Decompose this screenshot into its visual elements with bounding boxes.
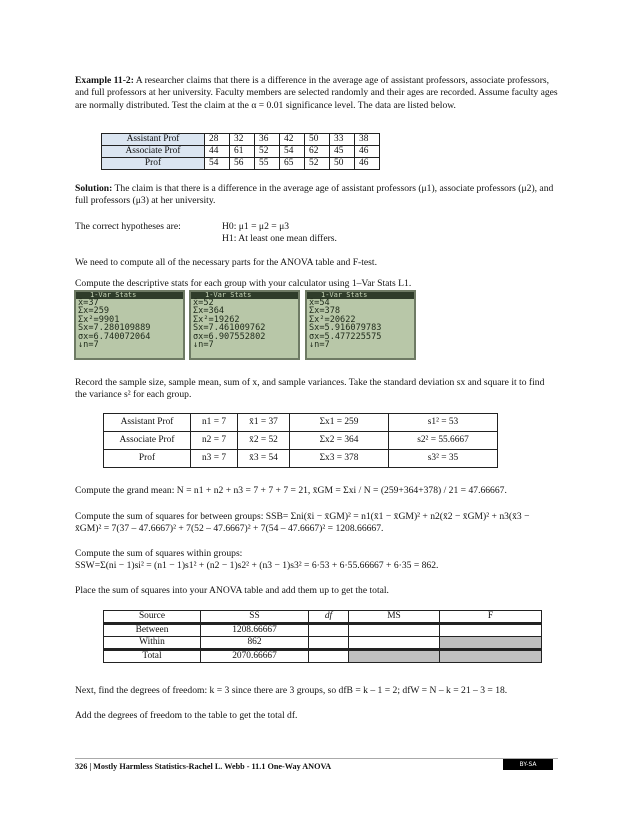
cell: n2 = 7: [191, 432, 238, 450]
cell: Within: [104, 637, 201, 650]
cell: Σx3 = 378: [290, 450, 389, 468]
license-label: BY-SA: [519, 761, 537, 768]
need-text: We need to compute all of the necessary parts for the ANOVA table and F-test.: [75, 257, 377, 268]
cell: Total: [104, 650, 201, 663]
cell: 28: [205, 134, 230, 146]
cell: 36: [255, 134, 280, 146]
cell: s1² = 53: [389, 414, 498, 432]
cell: 1208.66667: [201, 624, 309, 637]
cell: 44: [205, 146, 230, 158]
cell: 38: [355, 134, 380, 146]
table-row: [104, 432, 498, 450]
example-title: Example 11-2:: [75, 75, 134, 86]
example-text: A researcher claims that there is a difference in the average age of assistant professors, associate professors, and full professors at her university. Faculty members are selected randomly and their ages are recorded. Assume faculty ages are normally distributed. Test the claim at the α = 0.01 significance level. The data are listed below.: [75, 75, 558, 111]
cell: 54: [280, 146, 305, 158]
cell: [349, 650, 440, 663]
calc-line: x̄=54: [309, 298, 330, 308]
calc-line: Sx=7.280109889: [78, 323, 151, 334]
cell: [440, 624, 542, 637]
cell: 2070.66667: [201, 650, 309, 663]
cell: x̄2 = 52: [238, 432, 290, 450]
cell: 42: [280, 134, 305, 146]
grand-mean-text: Compute the grand mean: N = n1 + n2 + n3 = 7 + 7 + 7 = 21, x̄GM = Σxi / N = (259+364+378) / 21 = 47.66667.: [75, 485, 507, 496]
cell: [440, 637, 542, 650]
calc-line: x̄=52: [193, 298, 214, 308]
header-cell: F: [440, 611, 542, 624]
calculator-screen-2: [189, 290, 300, 360]
ssw-intro: Compute the sum of squares within groups:: [75, 548, 243, 559]
calc-line: Σx²=19262: [193, 314, 240, 325]
hypotheses-intro: The correct hypotheses are:: [75, 221, 181, 232]
add-df-text: Add the degrees of freedom to the table to get the total df.: [75, 710, 298, 721]
cell: Assistant Prof: [104, 414, 191, 432]
solution-text: The claim is that there is a difference in the average age of assistant professors (μ1), associate professors (μ2), and full professors (μ3) at her university.: [75, 183, 554, 207]
calc-header: 1-Var Stats: [307, 292, 414, 299]
calc-line: x̄=37: [78, 298, 99, 308]
calc-line: Sx=7.461009762: [193, 323, 266, 334]
cell: x̄3 = 54: [238, 450, 290, 468]
data-table: [101, 133, 380, 170]
calc-line: Σx=364: [193, 306, 225, 317]
anova-table: [103, 610, 542, 663]
table-row: [104, 414, 498, 432]
cell: x̄1 = 37: [238, 414, 290, 432]
table-row: [104, 624, 542, 637]
cell: 50: [305, 134, 330, 146]
calc-line: Sx=5.916079783: [309, 323, 382, 334]
cell: [309, 637, 349, 650]
table-row: [102, 158, 380, 170]
alt-hypothesis: H1: At least one mean differs.: [222, 233, 337, 244]
cell: Associate Prof: [104, 432, 191, 450]
row-label: Assistant Prof: [102, 134, 205, 146]
calc-header: 1-Var Stats: [191, 292, 298, 299]
cell: 61: [230, 146, 255, 158]
cell: 54: [205, 158, 230, 170]
solution-paragraph: [75, 183, 558, 208]
cell: Prof: [104, 450, 191, 468]
cell: [309, 650, 349, 663]
header-cell: df: [309, 611, 349, 624]
table-row: [104, 450, 498, 468]
cell: 62: [305, 146, 330, 158]
compute-desc-text: Compute the descriptive stats for each group with your calculator using 1–Var Stats L1.: [75, 278, 412, 289]
cell: 33: [330, 134, 355, 146]
calculator-screen-3: [305, 290, 416, 360]
table-header-row: [104, 611, 542, 624]
calculator-screen-1: [74, 290, 185, 360]
example-paragraph: [75, 75, 558, 112]
cell: [440, 650, 542, 663]
header-cell: SS: [201, 611, 309, 624]
table-row: [104, 637, 542, 650]
stats-table: [103, 413, 498, 468]
hypotheses: [75, 221, 558, 233]
calc-line: ↓n=7: [193, 340, 214, 351]
calc-line: σx=5.477225575: [309, 331, 382, 342]
calc-line: ↓n=7: [78, 340, 99, 351]
header-cell: Source: [104, 611, 201, 624]
null-hypothesis: H0: μ1 = μ2 = μ3: [222, 221, 290, 232]
cell: 46: [355, 146, 380, 158]
table-row: [102, 146, 380, 158]
cell: n1 = 7: [191, 414, 238, 432]
cell: [349, 624, 440, 637]
ssb-text: Compute the sum of squares for between groups: SSB= Σni(x̄i − x̄GM)² = n1(x̄1 − x̄GM)² + n2(x̄2 − x̄GM)² + n3(x̄3 − x̄GM)² = 7(37 – 47.6667)² + 7(52 – 47.6667)² + 7(54 – 47.6667)² = 1208.66667.: [75, 511, 530, 535]
cell: Σx1 = 259: [290, 414, 389, 432]
record-text: Record the sample size, sample mean, sum of x, and sample variances. Take the standard deviation sx and square it to find the variance s² for each group.: [75, 377, 545, 401]
page-footer: 326 | Mostly Harmless Statistics-Rachel L. Webb - 11.1 One-Way ANOVA: [75, 758, 558, 773]
table-row: [104, 650, 542, 663]
calc-line: Σx²=9901: [78, 314, 120, 325]
cell: 45: [330, 146, 355, 158]
header-cell: MS: [349, 611, 440, 624]
cell: 65: [280, 158, 305, 170]
place-text: Place the sum of squares into your ANOVA table and add them up to get the total.: [75, 585, 389, 596]
cell: 52: [305, 158, 330, 170]
cell: Σx2 = 364: [290, 432, 389, 450]
calc-line: Σx=378: [309, 306, 341, 317]
table-row: [102, 134, 380, 146]
cell: n3 = 7: [191, 450, 238, 468]
cell: 862: [201, 637, 309, 650]
cell: 56: [230, 158, 255, 170]
cell: Between: [104, 624, 201, 637]
cell: s2² = 55.6667: [389, 432, 498, 450]
calc-line: Σx=259: [78, 306, 110, 317]
calc-line: ↓n=7: [309, 340, 330, 351]
cell: 55: [255, 158, 280, 170]
calc-line: σx=6.740072064: [78, 331, 151, 342]
calc-header: 1-Var Stats: [76, 292, 183, 299]
cell: [309, 624, 349, 637]
cell: 50: [330, 158, 355, 170]
cell: [349, 637, 440, 650]
df-text: Next, find the degrees of freedom: k = 3 since there are 3 groups, so dfB = k – 1 = 2; dfW = N – k = 21 – 3 = 18.: [75, 685, 508, 696]
ssw-text: SSW=Σ(ni − 1)si² = (n1 − 1)s1² + (n2 − 1)s2² + (n3 − 1)s3² = 6·53 + 6·55.66667 + 6·35 = 862.: [75, 560, 439, 571]
cell: s3² = 35: [389, 450, 498, 468]
row-label: Associate Prof: [102, 146, 205, 158]
solution-title: Solution:: [75, 183, 113, 194]
cell: 46: [355, 158, 380, 170]
calc-line: σx=6.907552802: [193, 331, 266, 342]
row-label: Prof: [102, 158, 205, 170]
cell: 32: [230, 134, 255, 146]
cell: 52: [255, 146, 280, 158]
cc-license-badge: [503, 759, 553, 770]
calc-line: Σx²=20622: [309, 314, 356, 325]
